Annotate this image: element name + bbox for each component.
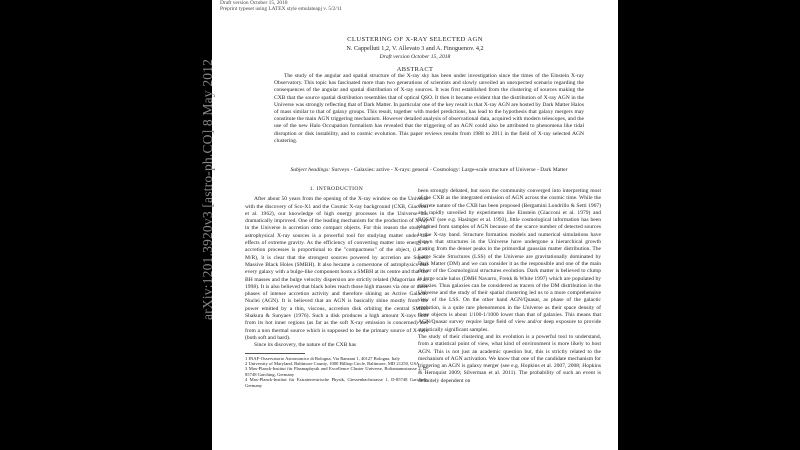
intro-heading: 1. INTRODUCTION	[309, 186, 364, 192]
paper-title: CLUSTERING OF X-RAY SELECTED AGN	[347, 36, 483, 43]
right-paragraph: been strongly debated, but soon the community converged into interpreting most of the CXB as the integrated emission of AGN across the cosmic time. While the discrete nature of the CXB has been proposed (Bergamini Londrillo & Setti 1967) and rapidly unveiled by experiments like Einstein (Giacconi et al. 1979) and ROSAT (see e.g. Hasinger et al. 1993), little cosmological information has been obtained from samples of AGN because of the scarce number of detected sources in the X-ray band. Structure formation models and numerical simulations have shown that structures in the Universe have undergone a hierarchical growth starting from the denser peaks in the primordial gaussian matter distribution. The Large Scale Structures (LSS) of the Universe are gravitationally dominated by Dark Matter (DM) and we can consider it as the responsible and one of the main driver of the Cosmological structures evolution. Dark matter is believed to clump in large scale halos (DMH Navarro, Frenk & White 1997) which are populated by galaxies. Thus galaxies can be considered as tracers of the DM distribution in the Universe and the study of their spatial clustering led us to a more comprehensive view of the LSS. On the other hand AGN/Quasar, as phase of the galactic evolution, is a quite rare phenomenon in the Universe as their space density of these objects is about 1/100-1/1000 lower than that of galaxies. This means that AGN/Quasar survey require large field of view and/or deep exposure to provide statistically significant samples.	[418, 188, 601, 333]
draft-header	[220, 0, 342, 13]
right-paragraph: The study of their clustering and its evolution is a powerful tool to understand, from a statistical point of view, what kind of environment is more likely to host AGN. This is not just an academic question but, this is strictly related to the mechanism of AGN activation. We know that one of the candidate mechanism for triggering an AGN is galaxy merger (see e.g. Hopkins et al. 2007, 2008; Hopkins & Hernquist 2009; Silverman et al. 2011). The probability of such an event is definitely dependent on	[418, 333, 601, 384]
left-paragraph: After about 50 years from the opening of the X-ray window on the Universe with the discovery of Sco-X1 and the Cosmic X-ray background (CXB, Giacconi et al. 1962), our knowledge of high energy processes in the Universe has dramatically improved. One of the leading mechanism for the production of X-ray in the Universe is accretion onto compact objects. For this reason the study of astrophysical X-ray sources is a powerful tool for studying matter under the effects of extreme gravity. As the efficiency of converting matter into energy in accretion processes is proportional to the "compactness" of the object, (i.e. ∝ M/R), it is clear that the strongest sources powered by accretion are Super-Massive Black Holes (SMBH). It also became a cornerstone of astrophysics that every galaxy with a bulge-like component hosts a SMBH at its centre and that the BH masses and the bulge velocity dispersion are strictly related (Magorrian et al. 1998). It is also believed that black holes reach those high masses via one or more phases of intense accretion activity and therefore shining as Active Galactic Nuclei (AGN). It is believed that an AGN is basically shine mostly from the power emitted by a thin, viscous, accretion disk orbiting the central SMBH Shakura & Sunyaev (1976). Such a disk produces a high amount X-rays both from its hot inner regions (as far as the soft X-ray emission is concerned) and from a non thermal source which is supposed to be the primary source of X-rays (both soft and hard).	[245, 196, 428, 341]
paper-page	[212, 0, 618, 450]
left-paragraph: Since its discovery, the nature of the CXB has	[254, 342, 357, 349]
paper-authors: N. Cappelluti 1,2, V. Allevato 3 and A. Finoguenov. 4,2	[346, 45, 484, 52]
footnote: 3 Max-Planck-Institut für Plasmaphysik and Excellence Cluster Universe, Boltzmannstrasse 2, D-85748 Garching, Germany	[245, 366, 428, 377]
preprint-line: Preprint typeset using LATEX style emulateapj v. 5/2/11	[220, 6, 342, 13]
arxiv-identifier: arXiv:1201.3920v3 [astro-ph.CO] 8 May 2012	[200, 58, 215, 320]
abstract-heading: ABSTRACT	[396, 66, 434, 73]
left-column	[245, 186, 428, 450]
subject-text: Surveys - Galaxies: active - X-rays: general - Cosmology: Large-scale structure of Universe - Dark Matter	[331, 167, 568, 173]
abstract-text: The study of the angular and spatial structure of the X-ray sky has been under investigation since the times of the Einstein X-ray Observatory. This topic has fascinated more than two generations of scientists and slowly unveiled an unexpected scenario regarding the consequences of the angular and spatial distribution of X-ray sources. It was first established from the clustering of sources making the CXB that the source spatial distribution resembles that of optical QSO. It then it became evident that the distribution of X-ray AGN in the Universe was strongly reflecting that of Dark Matter. In particular one of the key result is that X-ray AGN are hosted by Dark Matter Halos of mass similar to that of galaxy groups. This result, together with model predictions, has lead to the hypothesis that galaxy mergers may constitute the main AGN triggering mechanism. However detailed analysis of observational data, acquired with modern telescopes, and the use of the new Halo Occupation formalism has revealed that the triggering of an AGN could also be attributed to phenomena like tidal disruption or disk instability, and to cosmic evolution. This paper reviews results from 1988 to 2011 in the field of X-ray selected AGN clustering.	[274, 73, 584, 144]
draft-line: Draft version October 15, 2018	[220, 0, 288, 6]
footnote: 2 University of Maryland, Baltimore County, 1000 Hilltop Circle, Baltimore, MD 21250, USA	[245, 360, 420, 366]
subject-headings	[274, 167, 584, 174]
footnote-rule	[245, 353, 305, 354]
paper-date: Draft version October 15, 2018	[379, 54, 451, 60]
footnotes	[245, 356, 428, 388]
footnote: 1 INAF-Osservatorio Astronomico di Bologna, Via Ranzani 1, 40127 Bologna, Italy	[245, 355, 400, 361]
subject-label: Subject headings:	[290, 167, 331, 173]
footnote: 4 Max-Planck-Institut für Extraterrestrische Physik, Giessenbachstrasse 1, D-85748 Garching, Germany	[245, 377, 428, 388]
right-column	[418, 188, 601, 450]
